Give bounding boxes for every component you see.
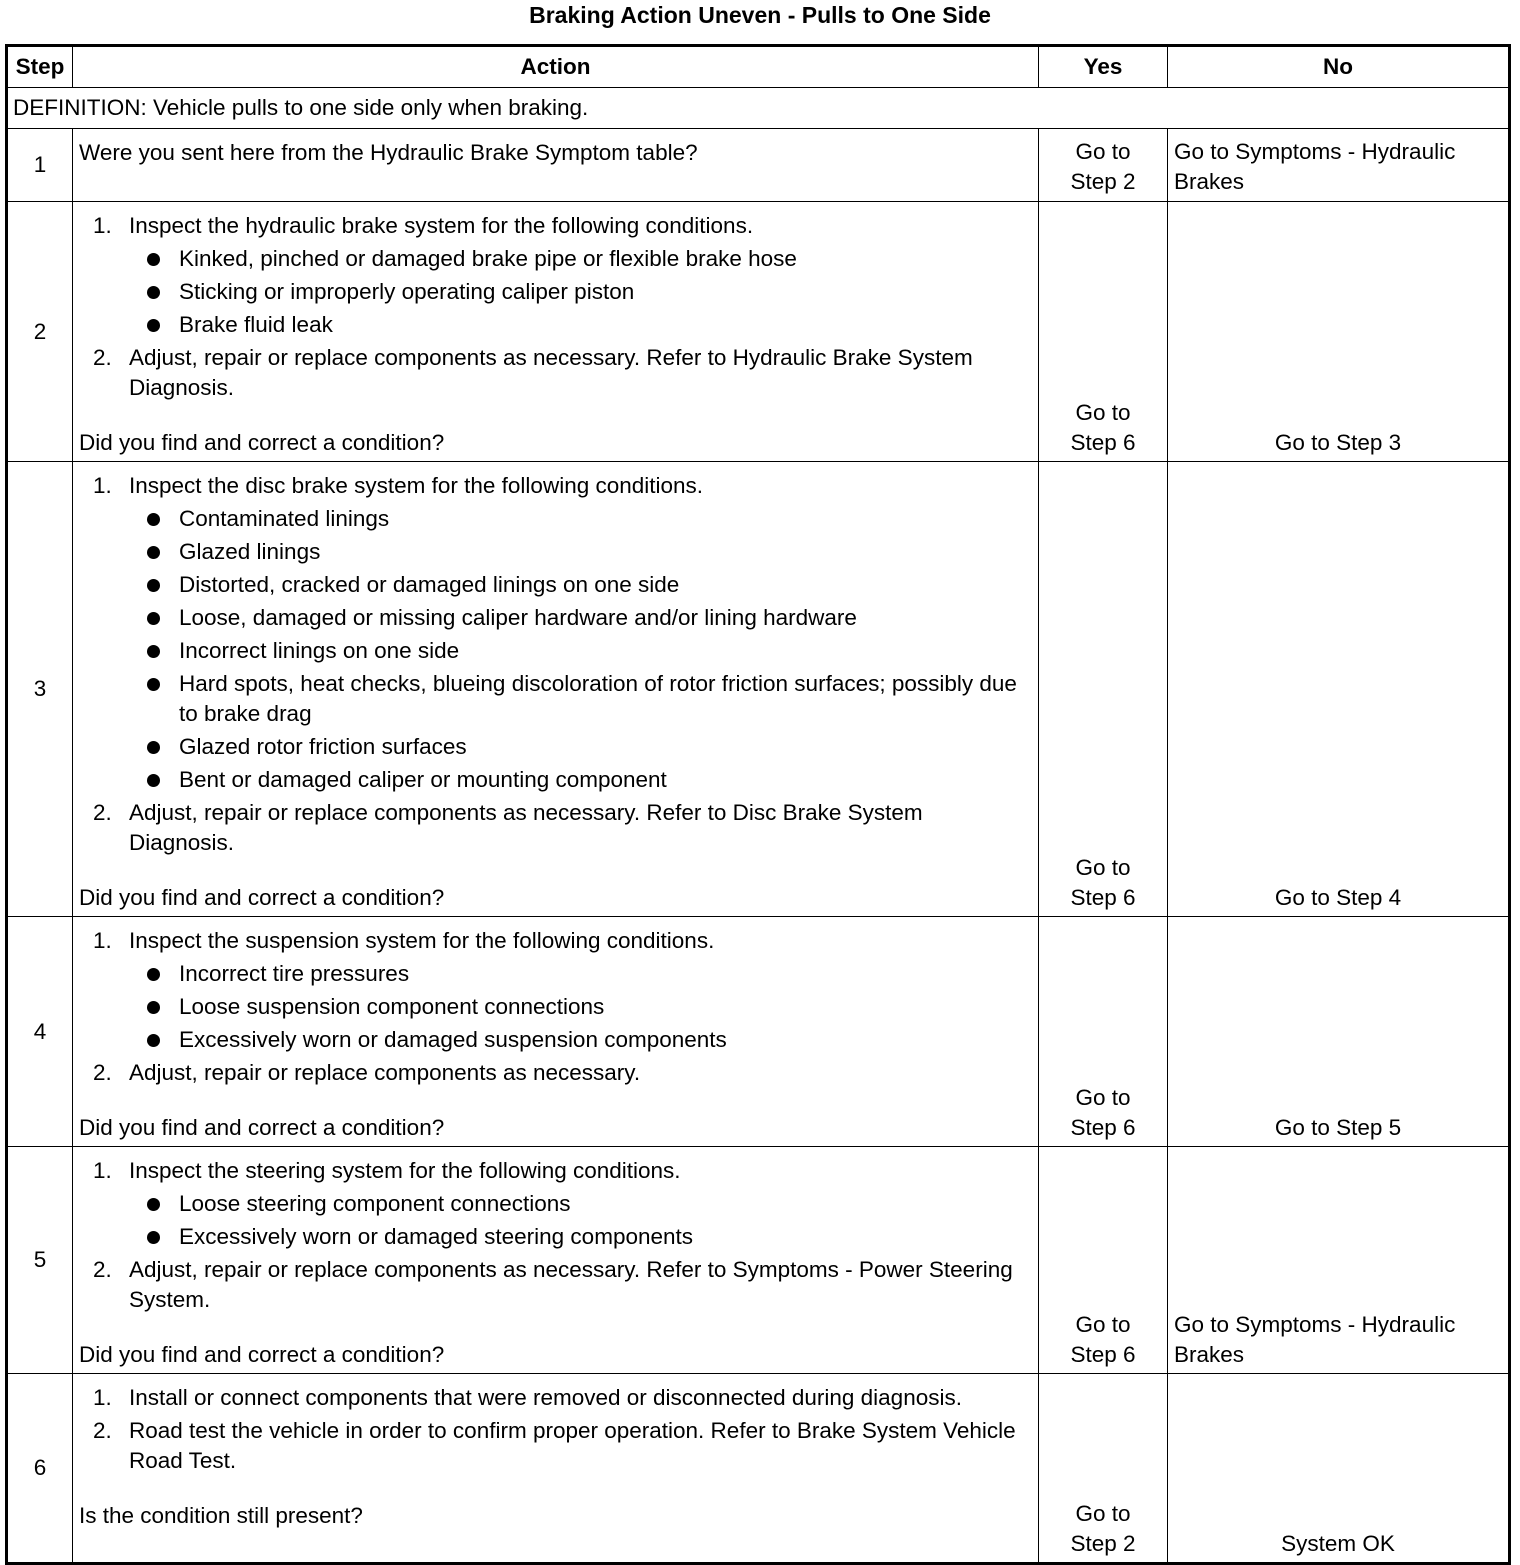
header-row: [7, 46, 1510, 88]
instruction-text: Adjust, repair or replace components as necessary.: [129, 1060, 641, 1085]
bullet-icon: [147, 678, 160, 691]
step-row: [7, 462, 1510, 917]
bullet-icon: [147, 612, 160, 625]
instruction-number: 1.: [93, 213, 112, 238]
bullet-icon: [147, 546, 160, 559]
condition-bullet: [79, 1025, 1030, 1055]
header-step: Step: [7, 46, 73, 88]
numbered-instruction: [79, 1255, 1030, 1315]
condition-bullet: [79, 636, 1030, 666]
no-cell: Go to Step 5: [1168, 917, 1510, 1147]
bullet-icon: [147, 579, 160, 592]
instruction-number: 2.: [93, 800, 112, 825]
condition-bullet: [79, 1189, 1030, 1219]
yes-cell: [1039, 129, 1168, 202]
numbered-instruction: [79, 798, 1030, 858]
yes-line: Go to: [1075, 139, 1131, 164]
condition-bullet: [79, 537, 1030, 567]
no-cell: Go to Step 4: [1168, 462, 1510, 917]
instruction-text: Inspect the steering system for the following conditions.: [129, 1158, 681, 1183]
bullet-icon: [147, 645, 160, 658]
condition-text: Loose, damaged or missing caliper hardware and/or lining hardware: [179, 605, 857, 630]
step-row: [7, 1147, 1510, 1374]
action-cell: [73, 462, 1039, 917]
condition-bullet: [79, 244, 1030, 274]
action-cell: [73, 129, 1039, 202]
condition-text: Bent or damaged caliper or mounting component: [179, 767, 667, 792]
condition-bullet: [79, 570, 1030, 600]
no-cell: System OK: [1168, 1374, 1510, 1564]
instruction-text: Adjust, repair or replace components as necessary. Refer to Disc Brake System Diagnosis.: [129, 800, 923, 855]
instruction-number: 2.: [93, 1060, 112, 1085]
condition-text: Glazed linings: [179, 539, 321, 564]
definition-row: [7, 88, 1510, 129]
yes-cell: [1039, 1147, 1168, 1374]
step-number: 1: [7, 129, 73, 202]
bullet-icon: [147, 774, 160, 787]
condition-text: Loose suspension component connections: [179, 994, 605, 1019]
condition-bullet: [79, 277, 1030, 307]
action-cell: [73, 1147, 1039, 1374]
step-row: [7, 1374, 1510, 1564]
bullet-icon: [147, 741, 160, 754]
yes-line: Step 6: [1070, 430, 1136, 455]
bullet-icon: [147, 1034, 160, 1047]
yes-cell: [1039, 917, 1168, 1147]
condition-text: Excessively worn or damaged steering components: [179, 1224, 694, 1249]
condition-bullet: [79, 310, 1030, 340]
bullet-icon: [147, 1231, 160, 1244]
numbered-instruction: [79, 343, 1030, 403]
instruction-text: Inspect the disc brake system for the following conditions.: [129, 473, 704, 498]
yes-line: Step 2: [1070, 169, 1136, 194]
condition-text: Sticking or improperly operating caliper piston: [179, 279, 635, 304]
step-row: [7, 129, 1510, 202]
step-number: 4: [7, 917, 73, 1147]
instruction-text: Adjust, repair or replace components as necessary. Refer to Hydraulic Brake System Diagnosis.: [129, 345, 973, 400]
diagnostic-table: [5, 44, 1511, 1565]
yes-line: Go to: [1075, 1085, 1131, 1110]
condition-bullet: [79, 732, 1030, 762]
step-number: 2: [7, 202, 73, 462]
bullet-icon: [147, 286, 160, 299]
bullet-icon: [147, 968, 160, 981]
instruction-text: Adjust, repair or replace components as necessary. Refer to Symptoms - Power Steering System.: [129, 1257, 1013, 1312]
step-row: [7, 202, 1510, 462]
yes-cell: [1039, 462, 1168, 917]
bullet-icon: [147, 513, 160, 526]
yes-line: Step 2: [1070, 1531, 1136, 1556]
instruction-number: 1.: [93, 928, 112, 953]
bullet-icon: [147, 253, 160, 266]
no-cell: Go to Step 3: [1168, 202, 1510, 462]
bullet-icon: [147, 319, 160, 332]
condition-bullet: [79, 1222, 1030, 1252]
condition-text: Distorted, cracked or damaged linings on one side: [179, 572, 680, 597]
condition-text: Incorrect linings on one side: [179, 638, 460, 663]
yes-line: Go to: [1075, 1501, 1131, 1526]
yes-line: Step 6: [1070, 1342, 1136, 1367]
step-number: 5: [7, 1147, 73, 1374]
condition-bullet: [79, 959, 1030, 989]
condition-text: Contaminated linings: [179, 506, 390, 531]
question-text: Did you find and correct a condition?: [79, 885, 445, 910]
header-action: Action: [73, 46, 1039, 88]
no-cell: Go to Symptoms - Hydraulic Brakes: [1168, 129, 1510, 202]
instruction-number: 1.: [93, 473, 112, 498]
condition-text: Excessively worn or damaged suspension components: [179, 1027, 727, 1052]
condition-bullet: [79, 765, 1030, 795]
instruction-number: 2.: [93, 1257, 112, 1282]
step-row: [7, 917, 1510, 1147]
action-cell: [73, 917, 1039, 1147]
numbered-instruction: [79, 471, 1030, 501]
yes-cell: [1039, 202, 1168, 462]
numbered-instruction: [79, 1383, 1030, 1413]
bullet-icon: [147, 1198, 160, 1211]
instruction-text: Install or connect components that were removed or disconnected during diagnosis.: [129, 1385, 962, 1410]
condition-text: Incorrect tire pressures: [179, 961, 410, 986]
condition-bullet: [79, 669, 1030, 729]
instruction-number: 2.: [93, 345, 112, 370]
numbered-instruction: [79, 1416, 1030, 1476]
condition-text: Loose steering component connections: [179, 1191, 571, 1216]
bullet-icon: [147, 1001, 160, 1014]
header-yes: Yes: [1039, 46, 1168, 88]
condition-bullet: [79, 603, 1030, 633]
question-text: Were you sent here from the Hydraulic Brake Symptom table?: [79, 140, 698, 165]
yes-cell: [1039, 1374, 1168, 1564]
condition-text: Glazed rotor friction surfaces: [179, 734, 467, 759]
question-text: Did you find and correct a condition?: [79, 1342, 445, 1367]
instruction-text: Inspect the suspension system for the following conditions.: [129, 928, 715, 953]
condition-text: Brake fluid leak: [179, 312, 333, 337]
question-text: Did you find and correct a condition?: [79, 430, 445, 455]
step-number: 3: [7, 462, 73, 917]
condition-text: Hard spots, heat checks, blueing discoloration of rotor friction surfaces; possibly due to brake drag: [179, 671, 1017, 726]
numbered-instruction: [79, 211, 1030, 241]
numbered-instruction: [79, 1156, 1030, 1186]
header-no: No: [1168, 46, 1510, 88]
condition-text: Kinked, pinched or damaged brake pipe or flexible brake hose: [179, 246, 797, 271]
step-number: 6: [7, 1374, 73, 1564]
definition-text: DEFINITION: Vehicle pulls to one side only when braking.: [7, 88, 1510, 129]
yes-line: Go to: [1075, 1312, 1131, 1337]
condition-bullet: [79, 504, 1030, 534]
action-cell: [73, 202, 1039, 462]
yes-line: Go to: [1075, 400, 1131, 425]
question-text: Is the condition still present?: [79, 1503, 363, 1528]
yes-line: Step 6: [1070, 1115, 1136, 1140]
numbered-instruction: [79, 1058, 1030, 1088]
condition-bullet: [79, 992, 1030, 1022]
instruction-text: Inspect the hydraulic brake system for the following conditions.: [129, 213, 754, 238]
action-cell: [73, 1374, 1039, 1564]
instruction-number: 1.: [93, 1385, 112, 1410]
yes-line: Step 6: [1070, 885, 1136, 910]
table-title: Braking Action Uneven - Pulls to One Side: [529, 2, 991, 28]
yes-line: Go to: [1075, 855, 1131, 880]
instruction-text: Road test the vehicle in order to confirm proper operation. Refer to Brake System Vehicle Road Test.: [129, 1418, 1016, 1473]
no-cell: Go to Symptoms - Hydraulic Brakes: [1168, 1147, 1510, 1374]
instruction-number: 2.: [93, 1418, 112, 1443]
question-text: Did you find and correct a condition?: [79, 1115, 445, 1140]
numbered-instruction: [79, 926, 1030, 956]
instruction-number: 1.: [93, 1158, 112, 1183]
